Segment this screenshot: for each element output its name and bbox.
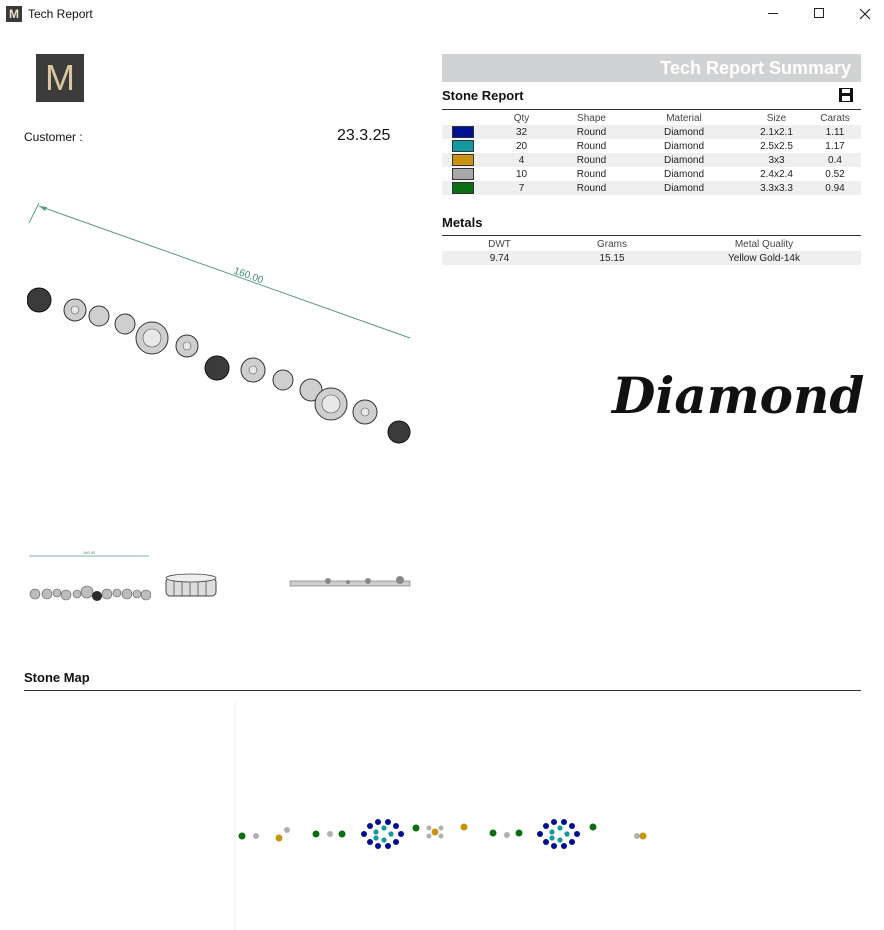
color-swatch — [452, 126, 474, 138]
report-date: 23.3.25 — [337, 127, 391, 144]
metals-table — [442, 237, 861, 265]
table-row — [442, 251, 861, 265]
company-logo — [36, 54, 84, 102]
table-row — [442, 125, 861, 139]
size-cell: 2.5x2.5 — [760, 140, 793, 152]
column-header-dwt: DWT — [488, 238, 511, 250]
column-header-size: Size — [766, 112, 787, 124]
size-cell: 3x3 — [744, 153, 809, 167]
column-header-material: Material — [666, 112, 702, 124]
color-swatch — [452, 154, 474, 166]
render-thumbnail-front[interactable] — [288, 572, 412, 592]
color-swatch — [452, 182, 474, 194]
shape-cell: Round — [559, 181, 624, 195]
metal-quality-cell: Yellow Gold-14k — [667, 251, 861, 265]
shape-cell: Round — [559, 153, 624, 167]
color-column-header — [442, 111, 484, 125]
stone-table-header — [442, 111, 861, 125]
metals-table-header — [442, 237, 861, 251]
stone-map-title: Stone Map — [24, 670, 90, 685]
qty-cell: 10 — [515, 168, 528, 180]
qty-cell: 7 — [484, 181, 559, 195]
app-logo-icon: M — [6, 6, 22, 22]
carats-cell: 1.11 — [809, 125, 861, 139]
size-cell: 2.1x2.1 — [744, 125, 809, 139]
stone-report-divider — [442, 109, 861, 110]
stone-color-cell — [442, 139, 484, 153]
carats-cell: 0.4 — [809, 153, 861, 167]
grams-cell: 15.15 — [557, 251, 667, 265]
table-row — [442, 167, 861, 181]
minimize-icon[interactable] — [750, 0, 796, 28]
size-cell: 2.4x2.4 — [760, 168, 793, 180]
stone-color-cell — [442, 125, 484, 139]
stone-color-cell — [442, 153, 484, 167]
material-cell: Diamond — [663, 168, 705, 180]
jewelry-render-main — [27, 198, 412, 458]
render-thumbnail-side[interactable] — [164, 568, 222, 600]
stone-color-cell — [442, 167, 484, 181]
material-display: Diamond — [612, 366, 865, 425]
close-icon[interactable] — [842, 0, 884, 28]
metals-divider — [442, 235, 861, 236]
carats-cell: 0.52 — [825, 168, 845, 180]
maximize-icon[interactable] — [796, 0, 842, 28]
color-swatch — [452, 168, 474, 180]
metals-title: Metals — [442, 215, 483, 230]
render-thumbnail-top[interactable] — [27, 548, 151, 606]
logo-letter: M — [45, 57, 75, 98]
carats-cell: 0.94 — [809, 181, 861, 195]
stone-map-dots — [239, 819, 647, 849]
dimension-label: 160.00 — [232, 265, 265, 287]
stone-color-cell — [442, 181, 484, 195]
window-title: Tech Report — [28, 7, 93, 21]
size-cell: 3.3x3.3 — [744, 181, 809, 195]
table-row — [442, 181, 861, 195]
save-icon[interactable] — [838, 87, 854, 103]
qty-cell: 4 — [484, 153, 559, 167]
table-row — [442, 153, 861, 167]
qty-cell: 20 — [515, 140, 528, 152]
column-header-carats: Carats — [820, 112, 850, 124]
table-row — [442, 139, 861, 153]
summary-header — [442, 54, 861, 82]
carats-cell: 1.17 — [825, 140, 845, 152]
shape-cell: Round — [576, 168, 607, 180]
summary-title: Tech Report Summary — [660, 58, 851, 78]
shape-cell: Round — [576, 140, 607, 152]
customer-label: Customer : — [24, 130, 83, 144]
material-cell: Diamond — [663, 140, 705, 152]
qty-cell: 32 — [484, 125, 559, 139]
column-header-metal-quality: Metal Quality — [734, 238, 794, 250]
column-header-qty: Qty — [513, 112, 530, 124]
shape-cell: Round — [559, 125, 624, 139]
column-header-grams: Grams — [597, 238, 627, 250]
material-cell: Diamond — [624, 181, 744, 195]
stone-report-table — [442, 111, 861, 195]
column-header-shape: Shape — [577, 112, 606, 124]
material-cell: Diamond — [624, 125, 744, 139]
stone-map-divider — [24, 690, 861, 691]
thumb-dimension-label: 160.00 — [83, 550, 96, 555]
color-swatch — [452, 140, 474, 152]
window-titlebar — [0, 0, 884, 28]
material-cell: Diamond — [624, 153, 744, 167]
stone-map-canvas — [24, 694, 861, 930]
dwt-cell: 9.74 — [442, 251, 557, 265]
stone-report-title: Stone Report — [442, 88, 524, 103]
bracelet-links — [27, 288, 410, 443]
